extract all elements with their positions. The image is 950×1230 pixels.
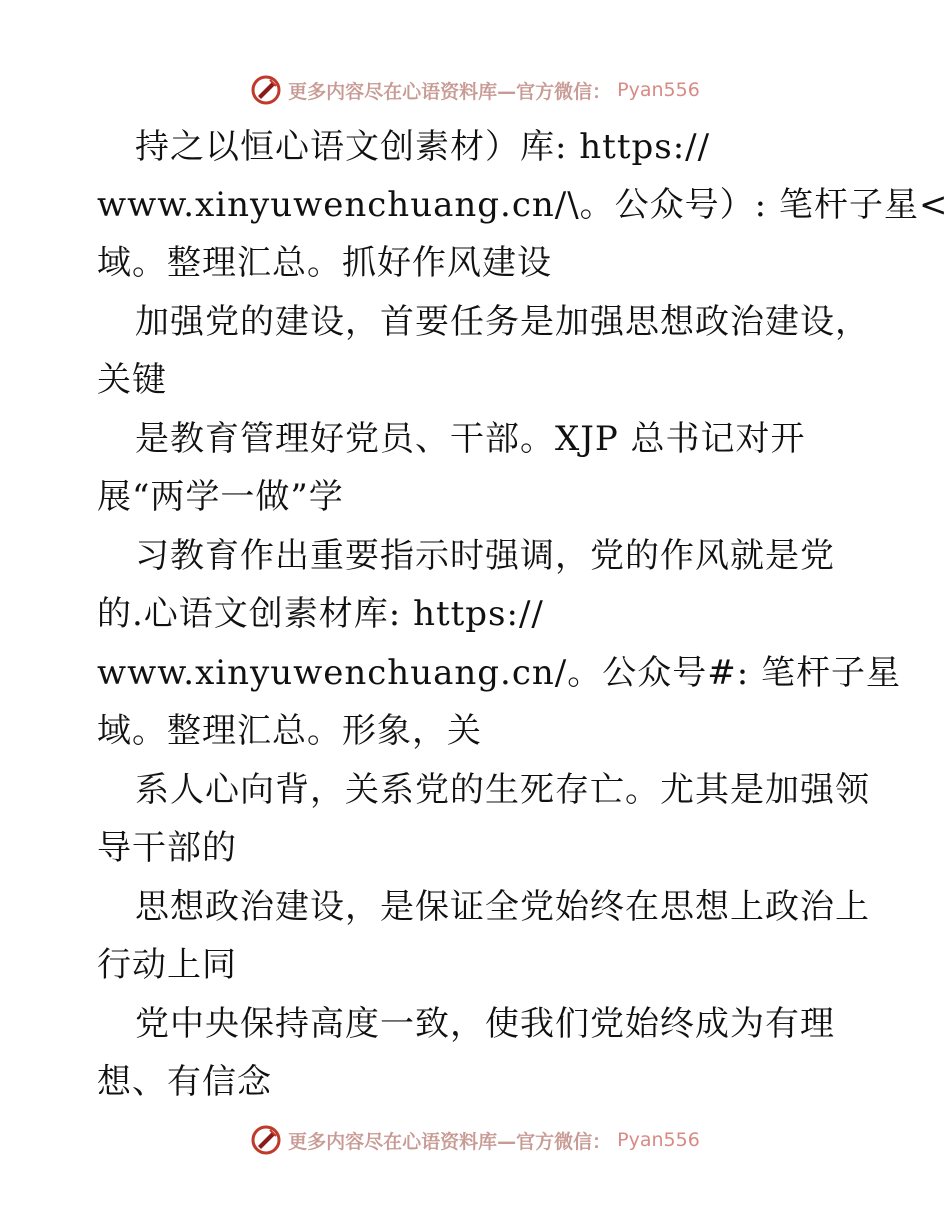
header-banner-text: 更多内容尽在心语资料库—官方微信：	[288, 80, 612, 103]
footer-banner	[0, 1120, 950, 1160]
header-banner-contact: Pyan556	[617, 79, 700, 101]
text-line: 域。整理汇总。形象，关	[97, 711, 482, 751]
text-line: 导干部的	[97, 828, 237, 868]
text-line: 的.心语文创素材库: https://	[97, 594, 544, 634]
text-line: 展“两学一做”学	[97, 477, 344, 517]
text-line: 系人心向背，关系党的生死存亡。尤其是加强领	[135, 770, 870, 810]
text-line: 想、有信念	[97, 1062, 272, 1102]
header-banner	[0, 70, 950, 110]
logo-icon	[250, 1124, 282, 1156]
text-line: 关键	[97, 360, 167, 400]
text-line: 行动上同	[97, 945, 237, 985]
text-line: 持之以恒心语文创素材）库: https://	[135, 127, 711, 167]
footer-banner-text: 更多内容尽在心语资料库—官方微信：	[288, 1130, 612, 1153]
text-line: 思想政治建设，是保证全党始终在思想上政治上	[135, 887, 870, 927]
footer-banner-contact: Pyan556	[617, 1129, 700, 1151]
text-line: www.xinyuwenchuang.cn/。公众号#: 笔杆子星	[97, 653, 901, 693]
text-line: 加强党的建设，首要任务是加强思想政治建设，	[135, 302, 870, 342]
text-line: www.xinyuwenchuang.cn/\。公众号）: 笔杆子星<	[97, 185, 949, 225]
text-line: 党中央保持高度一致，使我们党始终成为有理	[135, 1004, 835, 1044]
logo-icon	[250, 74, 282, 106]
text-line: 是教育管理好党员、干部。XJP 总书记对开	[135, 419, 806, 459]
text-line: 域。整理汇总。抓好作风建设	[97, 243, 552, 283]
text-line: 习教育作出重要指示时强调，党的作风就是党	[135, 536, 835, 576]
